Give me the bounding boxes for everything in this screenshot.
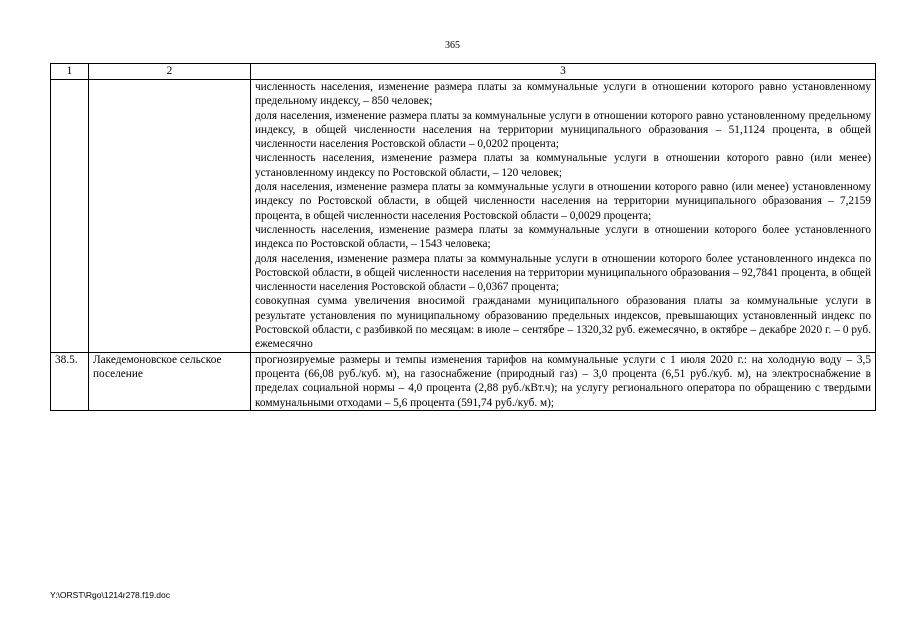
page-number: 365 xyxy=(445,40,460,51)
column-header-2: 2 xyxy=(89,64,251,80)
table-row xyxy=(51,80,876,353)
row-number-cell: 38.5. xyxy=(51,352,89,410)
description-cell xyxy=(251,352,876,410)
description-cell xyxy=(251,80,876,353)
column-header-3: 3 xyxy=(251,64,876,80)
footer-file-path: Y:\ORST\Rgo\1214r278.f19.doc xyxy=(50,590,171,600)
paragraph: доля населения, изменение размера платы за коммунальные услуги в отношении которого более установленного индекса по Ростовской области, в общей численности населения на территории муниципального образования – 92,7841 процента, в общей численности населения Ростовской области – 0,0367 процента; xyxy=(255,252,871,294)
paragraph: численность населения, изменение размера платы за коммунальные услуги в отношении которого более установленного индекса по Ростовской области, – 1543 человека; xyxy=(255,223,871,251)
paragraph: совокупная сумма увеличения вносимой гражданами муниципального образования платы за коммунальные услуги в результате установления по муниципальному образованию предельных индексов, превышающих установленный индекс по Ростовской области, с разбивкой по месяцам: в июле – сентябре – 1320,32 руб. ежемесячно, в октябре – декабре 2020 г. – 0 руб. ежемесячно xyxy=(255,295,871,351)
table-header-row xyxy=(51,64,876,80)
paragraph: численность населения, изменение размера платы за коммунальные услуги в отношении которого равно (или менее) установленному индексу по Ростовской области, – 120 человек; xyxy=(255,152,871,179)
document-table xyxy=(50,63,876,411)
municipality-cell xyxy=(89,80,251,353)
paragraph: численность населения, изменение размера платы за коммунальные услуги в отношении которого равно установленному предельному индексу, – 850 человек; xyxy=(255,81,871,108)
paragraph: доля населения, изменение размера платы за коммунальные услуги в отношении которого равно установленному предельному индексу, в общей численности населения на территории муниципального образования – 51,1124 процента, в общей численности населения Ростовской области – 0,0202 процента; xyxy=(255,109,871,151)
table-row xyxy=(51,352,876,410)
column-header-1: 1 xyxy=(51,64,89,80)
row-number-cell xyxy=(51,80,89,353)
paragraph: доля населения, изменение размера платы за коммунальные услуги в отношении которого равно (или менее) установленному индексу по Ростовской области, в общей численности населения на территории муниципального образования – 7,2159 процента, в общей численности населения Ростовской области – 0,0029 процента; xyxy=(255,181,871,222)
paragraph: прогнозируемые размеры и темпы изменения тарифов на коммунальные услуги с 1 июля 2020 г.: на холодную воду – 3,5 процента (66,08 руб./куб. м), на газоснабжение (природный газ) – 3,0 процента (6,51 руб./куб. м), на электроснабжение в пределах социальной нормы – 4,0 процента (2,88 руб./кВт.ч); на услугу регионального оператора по обращению с твердыми коммунальными отходами – 5,6 процента (591,74 руб./куб. м); xyxy=(255,353,871,409)
municipality-cell: Лакедемоновское сельское поселение xyxy=(89,352,251,410)
